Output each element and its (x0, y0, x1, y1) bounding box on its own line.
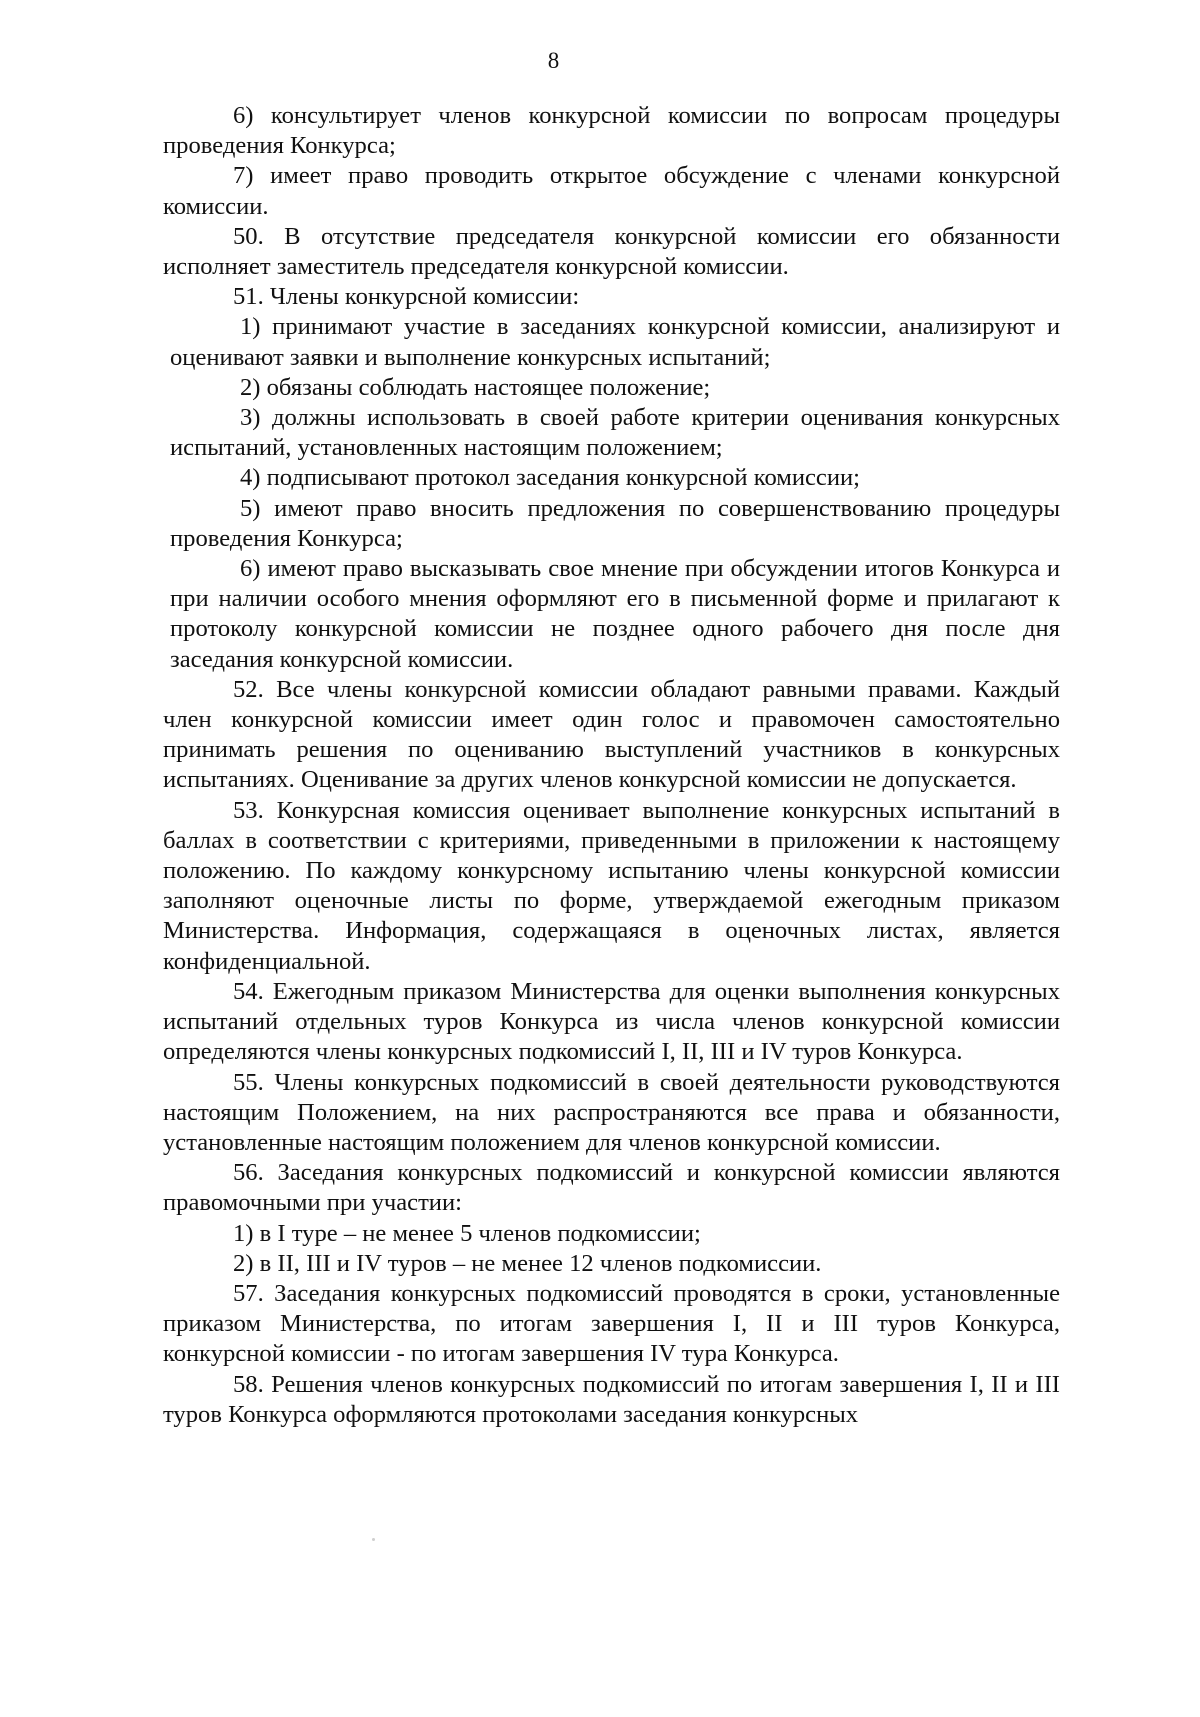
document-body (163, 101, 1060, 1430)
page-number: 8 (547, 48, 560, 73)
paragraph-58: 58. Решения членов конкурсных подкомиссий по итогам завершения I, II и III туров Конкурса оформляются протоколами заседания конкурсных (163, 1370, 1060, 1428)
paragraph-51-item-1: 1) принимают участие в заседаниях конкурсной комиссии, анализируют и оценивают заявки и выполнение конкурсных испытаний; (170, 313, 1060, 371)
paragraph-51: 51. Члены конкурсной комиссии: (233, 283, 580, 311)
paragraph-56: 56. Заседания конкурсных подкомиссий и конкурсной комиссии являются правомочными при участии: (163, 1159, 1060, 1217)
paragraph-item-7-discussion: 7) имеет право проводить открытое обсуждение с членами конкурсной комиссии. (163, 162, 1060, 220)
paragraph-54: 54. Ежегодным приказом Министерства для оценки выполнения конкурсных испытаний отдельных туров Конкурса из числа членов конкурсной комиссии определяются члены конкурсных подкомиссий I, II, III и IV туров Конкурса. (163, 977, 1060, 1066)
paragraph-57: 57. Заседания конкурсных подкомиссий проводятся в сроки, установленные приказом Министерства, по итогам завершения I, II и III туров Конкурса, конкурсной комиссии - по итогам завершения IV тура Конкурса. (163, 1279, 1060, 1368)
paragraph-56-item-2: 2) в II, III и IV туров – не менее 12 членов подкомиссии. (233, 1249, 822, 1277)
paragraph-51-item-2: 2) обязаны соблюдать настоящее положение; (240, 373, 711, 401)
paragraph-55: 55. Члены конкурсных подкомиссий в своей деятельности руководствуются настоящим Положением, на них распространяются все права и обязанности, установленные настоящим положением для членов конкурсной комиссии. (163, 1068, 1060, 1156)
paragraph-51-item-6: 6) имеют право высказывать свое мнение при обсуждении итогов Конкурса и при наличии особого мнения оформляют его в письменной форме и прилагают к протоколу конкурсной комиссии не позднее одного рабочего дня после дня заседания конкурсной комиссии. (170, 555, 1060, 673)
paragraph-50: 50. В отсутствие председателя конкурсной комиссии его обязанности исполняет заместитель председателя конкурсной комиссии. (163, 222, 1060, 281)
paragraph-56-item-1: 1) в I туре – не менее 5 членов подкомиссии; (233, 1219, 701, 1247)
paragraph-53: 53. Конкурсная комиссия оценивает выполнение конкурсных испытаний в баллах в соответствии с критериями, приведенными в приложении к настоящему положению. По каждому конкурсному испытанию члены конкурсной комиссии заполняют оценочные листы по форме, утверждаемой ежегодным приказом Министерства. Информация, содержащаяся в оценочных листах, является конфиденциальной. (163, 796, 1060, 975)
scan-speck (372, 1538, 375, 1541)
paragraph-51-item-3: 3) должны использовать в своей работе критерии оценивания конкурсных испытаний, установленных настоящим положением; (170, 404, 1060, 462)
paragraph-52: 52. Все члены конкурсной комиссии обладают равными правами. Каждый член конкурсной комиссии имеет один голос и правомочен самостоятельно принимать решения по оцениванию выступлений участников в конкурсных испытаниях. Оценивание за других членов конкурсной комиссии не допускается. (163, 675, 1060, 794)
paragraph-item-6-consults: 6) консультирует членов конкурсной комиссии по вопросам процедуры проведения Конкурса; (163, 102, 1060, 160)
paragraph-51-item-5: 5) имеют право вносить предложения по совершенствованию процедуры проведения Конкурса; (170, 494, 1060, 552)
paragraph-51-item-4: 4) подписывают протокол заседания конкурсной комиссии; (240, 464, 860, 492)
